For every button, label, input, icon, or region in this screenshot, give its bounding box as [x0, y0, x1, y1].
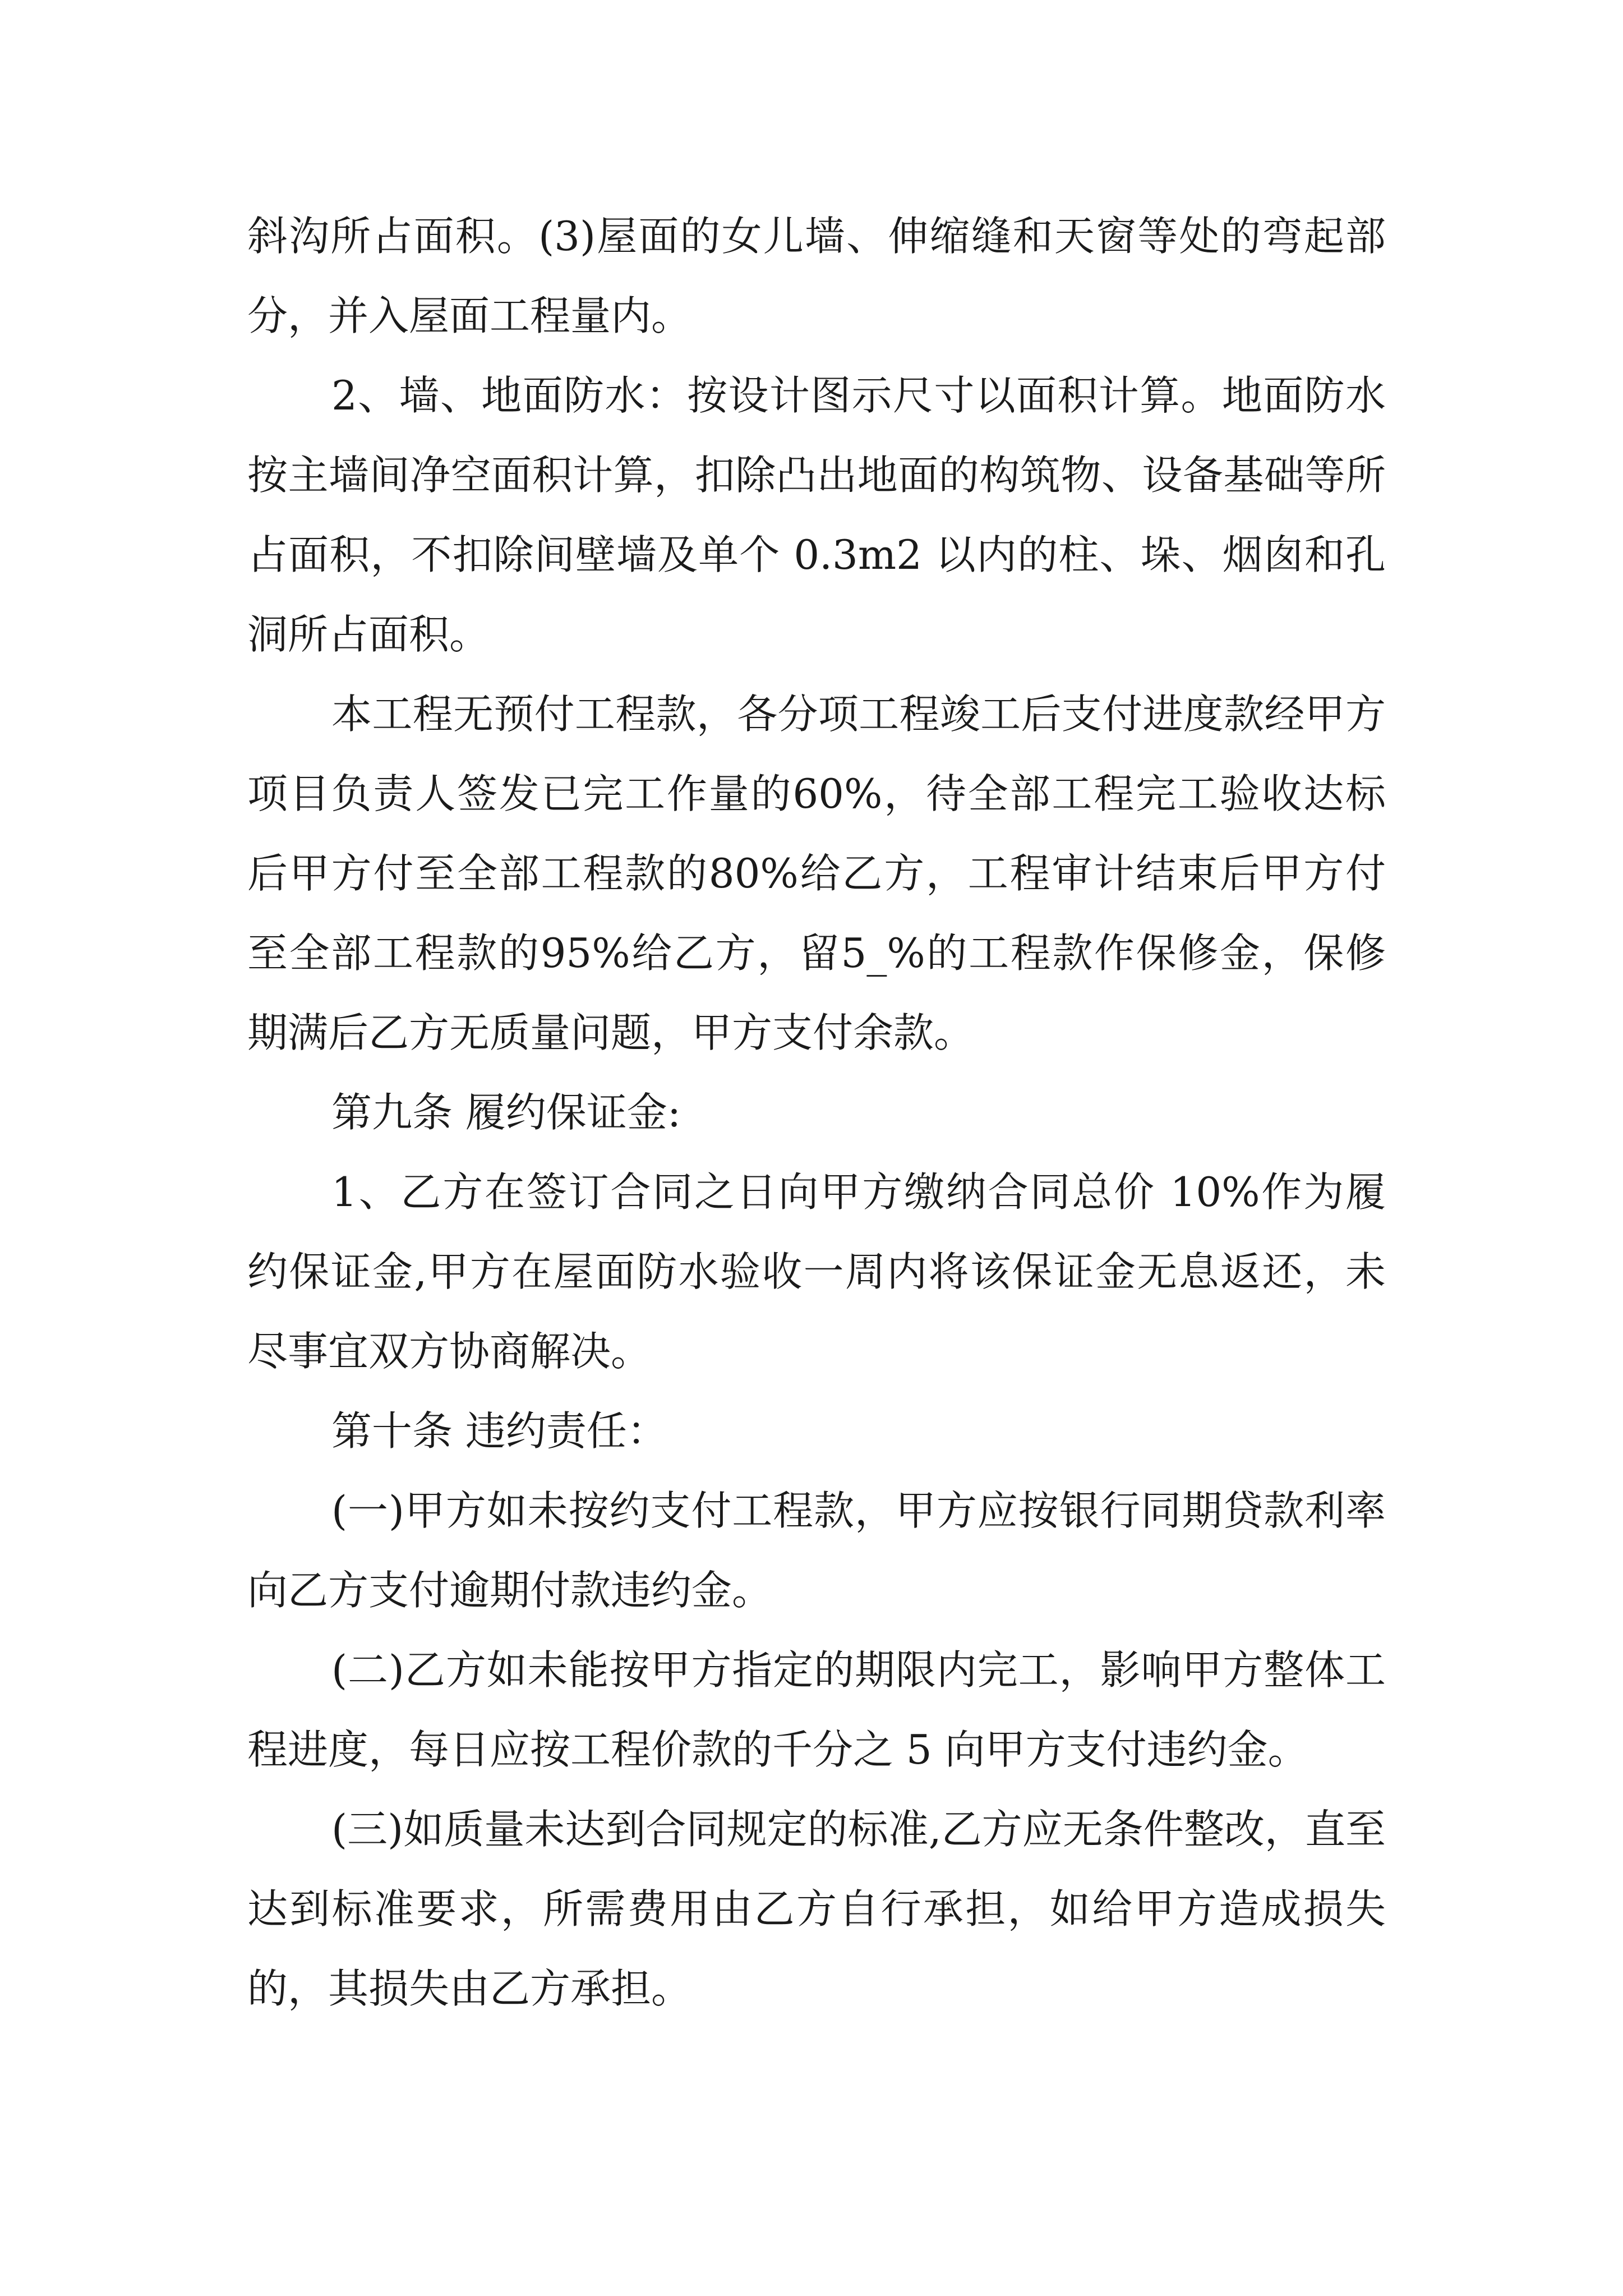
article-10-heading: 第十条 违约责任： — [331, 1407, 667, 1455]
article-9-heading: 第九条 履约保证金: — [331, 1089, 681, 1136]
paragraph-payment-terms: 本工程无预付工程款，各分项工程竣工后支付进度款经甲方项目负责人签发已完工作量的60%，待全部工程完工验收达标后甲方付至全部工程款的80%给乙方，工程审计结束后甲方付至全部工程款的95%给乙方，留5_%的工程款作保修金，保修期满后乙方无质量问题，甲方支付余款。 — [247, 691, 1386, 1056]
paragraph-breach-quality: (三)如质量未达到合同规定的标准,乙方应无条件整改，直至达到标准要求，所需费用由乙方自行承担，如给甲方造成损失的，其损失由乙方承担。 — [247, 1806, 1386, 2012]
paragraph-roof-area-clause: 斜沟所占面积。(3)屋面的女儿墙、伸缩缝和天窗等处的弯起部分，并入屋面工程量内。 — [247, 213, 1386, 339]
paragraph-performance-bond: 1、乙方在签订合同之日向甲方缴纳合同总价 10%作为履约保证金,甲方在屋面防水验收一周内将该保证金无息返还，未尽事宜双方协商解决。 — [247, 1168, 1386, 1375]
paragraph-breach-party-b-delay: (二)乙方如未能按甲方指定的期限内完工，影响甲方整体工程进度，每日应按工程价款的千分之 5 向甲方支付违约金。 — [247, 1646, 1386, 1773]
paragraph-wall-floor-waterproofing: 2、墙、地面防水：按设计图示尺寸以面积计算。地面防水按主墙间净空面积计算，扣除凸出地面的构筑物、设备基础等所占面积，不扣除间壁墙及单个 0.3m2 以内的柱、垛、烟囱和孔洞所占面积。 — [247, 372, 1386, 658]
paragraph-breach-party-a: (一)甲方如未按约支付工程款，甲方应按银行同期贷款利率向乙方支付逾期付款违约金。 — [247, 1487, 1386, 1614]
document-body — [247, 196, 1386, 2028]
